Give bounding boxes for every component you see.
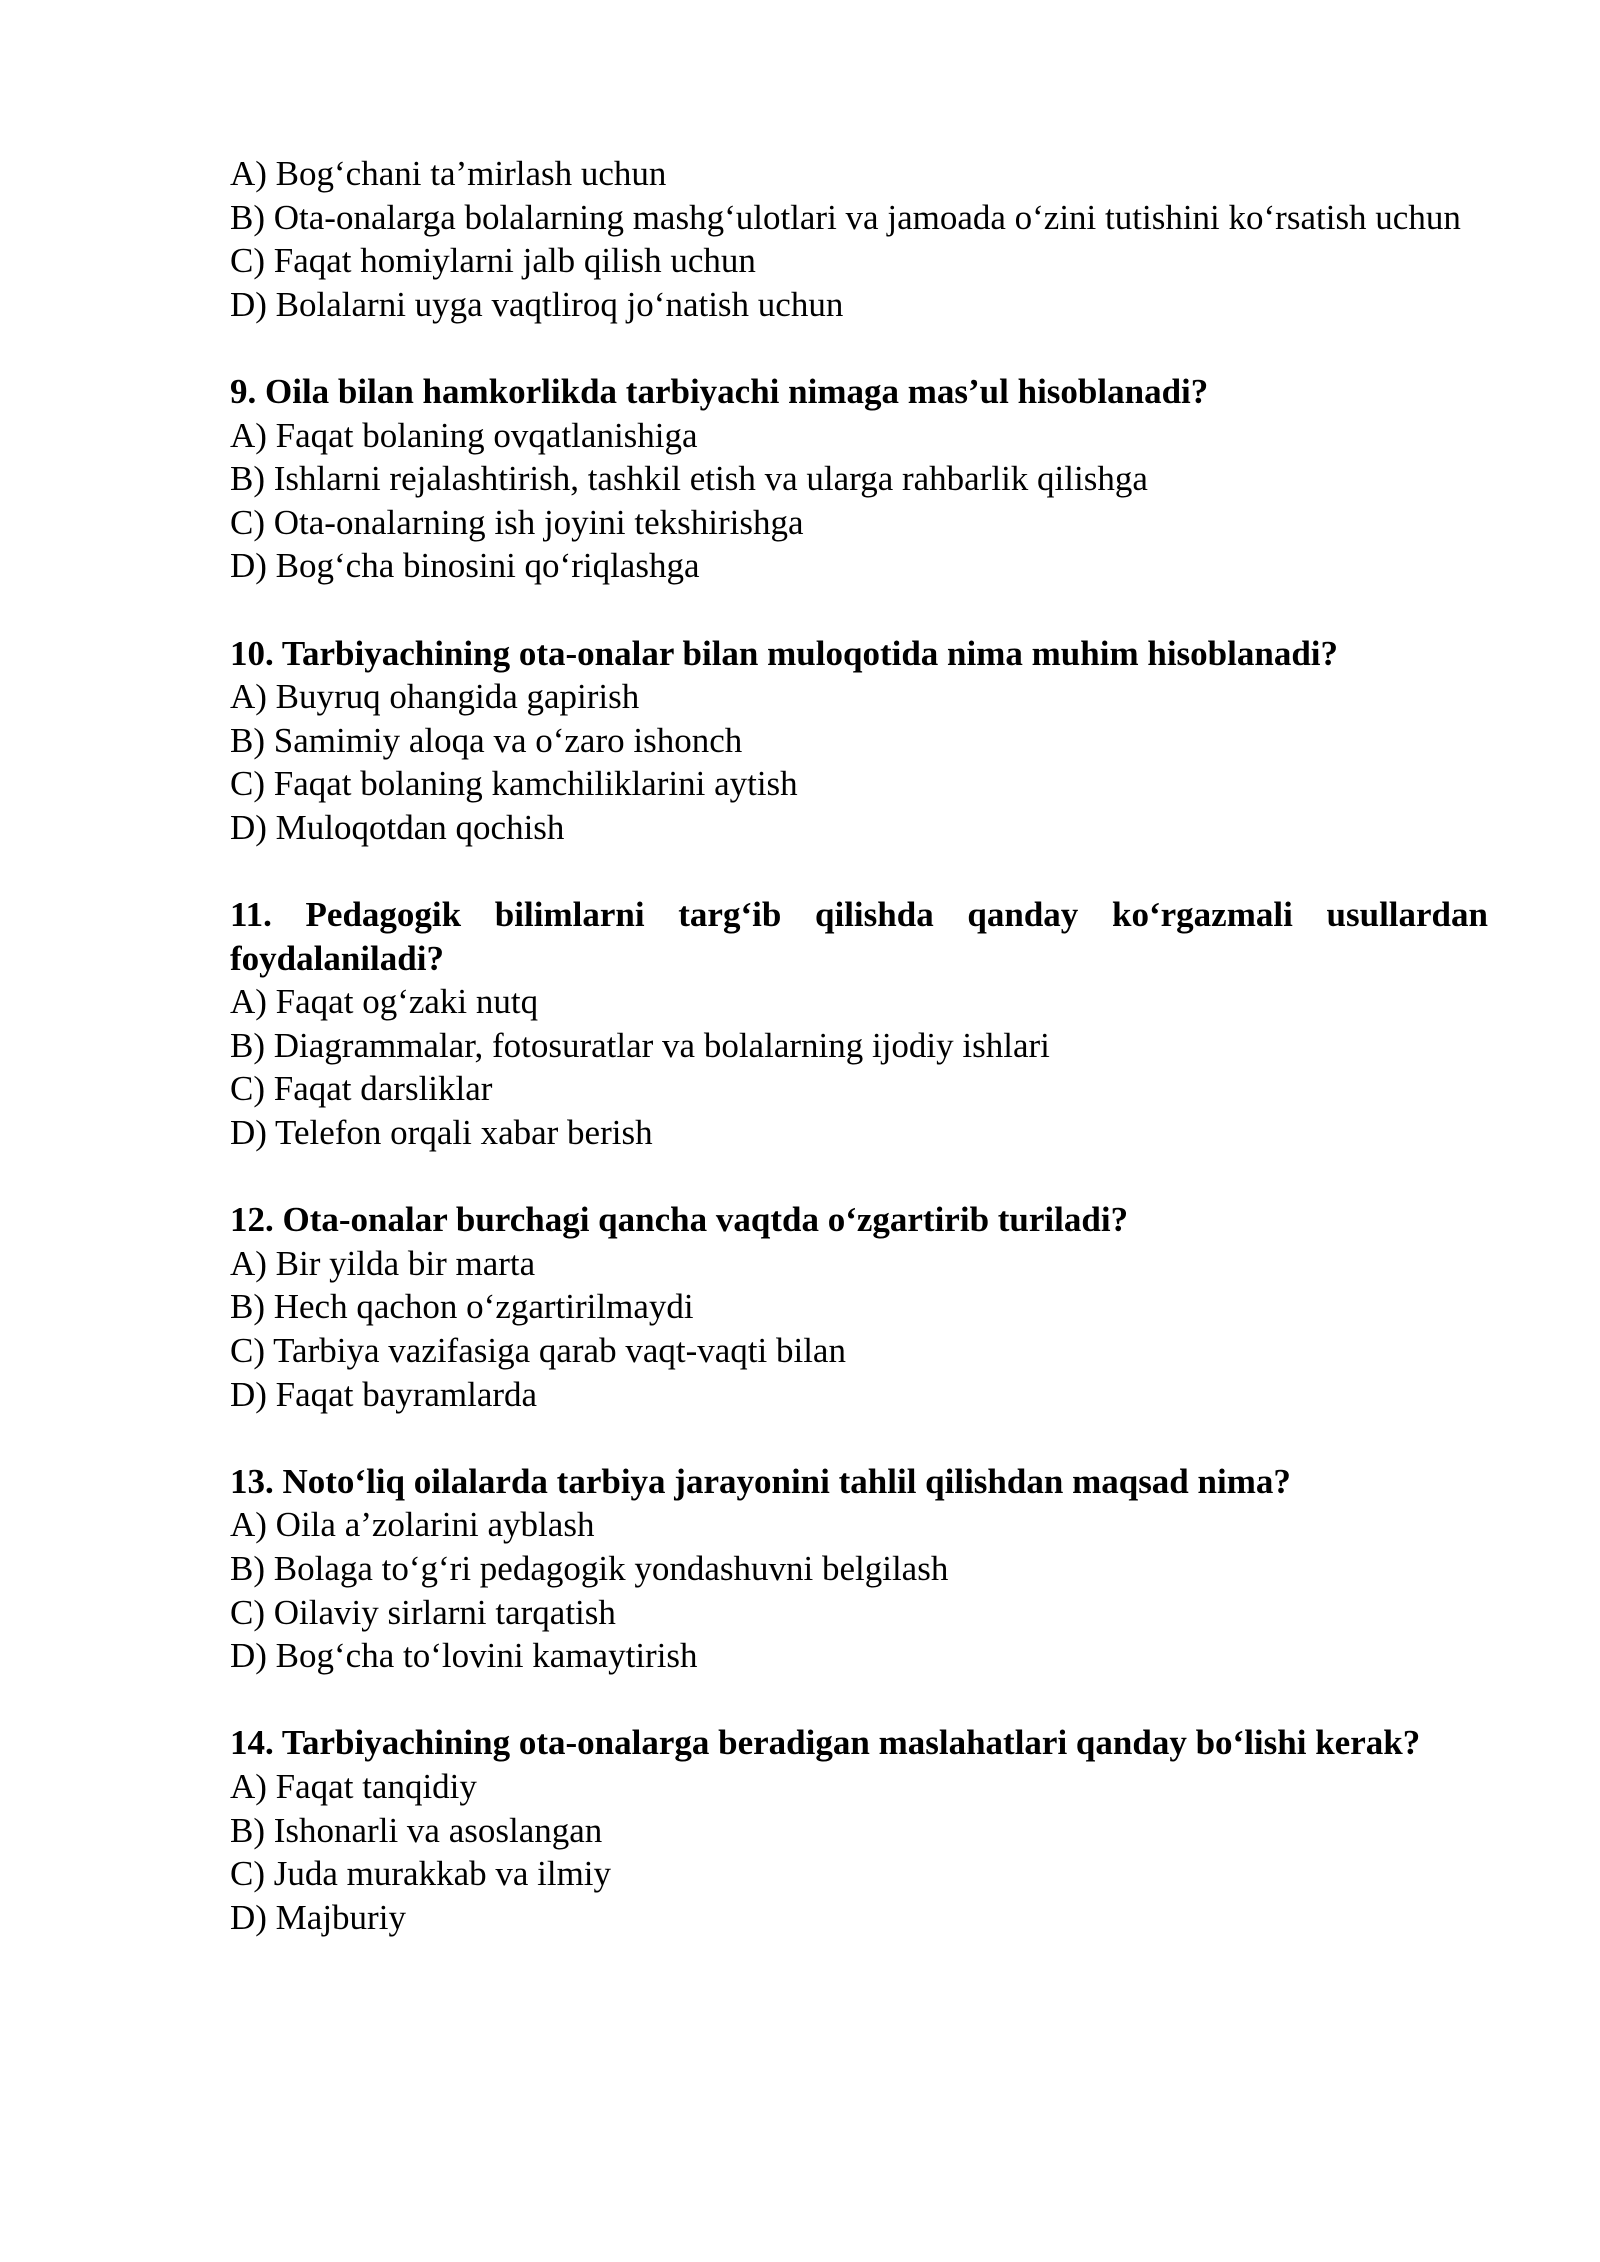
option-a: A) Buyruq ohangida gapirish bbox=[230, 677, 640, 717]
question-10 bbox=[230, 632, 1488, 850]
option-b: B) Ota-onalarga bolalarning mashg‘ulotlari va jamoada o‘zini tutishini ko‘rsatish uchun bbox=[230, 197, 1461, 237]
question-text: 9. Oila bilan hamkorlikda tarbiyachi nimaga mas’ul hisoblanadi? bbox=[230, 371, 1209, 411]
option-b: B) Bolaga to‘g‘ri pedagogik yondashuvni belgilash bbox=[230, 1549, 949, 1588]
question-12 bbox=[230, 1198, 1488, 1416]
option-c: C) Juda murakkab va ilmiy bbox=[230, 1854, 612, 1894]
question-9 bbox=[230, 370, 1488, 588]
option-d: D) Faqat bayramlarda bbox=[230, 1374, 538, 1414]
option-b: B) Samimiy aloqa va o‘zaro ishonch bbox=[230, 720, 743, 760]
question-text: 12. Ota-onalar burchagi qancha vaqtda o‘zgartirib turiladi? bbox=[230, 1200, 1129, 1240]
option-d: D) Bolalarni uyga vaqtliroq jo‘natish uchun bbox=[230, 284, 844, 324]
option-b: B) Diagrammalar, fotosuratlar va bolalarning ijodiy ishlari bbox=[230, 1025, 1050, 1065]
question-13 bbox=[230, 1460, 1488, 1678]
option-c: C) Tarbiya vazifasiga qarab vaqt-vaqti bilan bbox=[230, 1331, 846, 1371]
option-a: A) Faqat og‘zaki nutq bbox=[230, 982, 539, 1022]
option-d: D) Bog‘cha binosini qo‘riqlashga bbox=[230, 546, 700, 586]
document-page bbox=[230, 152, 1488, 1983]
option-b: B) Hech qachon o‘zgartirilmaydi bbox=[230, 1287, 694, 1327]
option-c: C) Ota-onalarning ish joyini tekshirishga bbox=[230, 502, 804, 542]
option-a: A) Faqat tanqidiy bbox=[230, 1766, 477, 1806]
option-d: D) Majburiy bbox=[230, 1897, 406, 1937]
question-11 bbox=[230, 893, 1488, 1155]
question-text: 11. Pedagogik bilimlarni targ‘ib qilishda qanday ko‘rgazmali usullardan foydalaniladi? bbox=[230, 895, 1488, 978]
option-a: A) Faqat bolaning ovqatlanishiga bbox=[230, 415, 698, 455]
option-d: D) Bog‘cha to‘lovini kamaytirish bbox=[230, 1636, 698, 1676]
option-c: C) Faqat bolaning kamchiliklarini aytish bbox=[230, 764, 798, 804]
option-c: C) Faqat homiylarni jalb qilish uchun bbox=[230, 241, 756, 281]
question-text: 14. Tarbiyachining ota-onalarga beradigan maslahatlari qanday bo‘lishi kerak? bbox=[230, 1723, 1421, 1763]
option-d: D) Telefon orqali xabar berish bbox=[230, 1113, 653, 1153]
option-a: A) Bog‘chani ta’mirlash uchun bbox=[230, 154, 667, 193]
option-c: C) Oilaviy sirlarni tarqatish bbox=[230, 1592, 616, 1632]
option-b: B) Ishlarni rejalashtirish, tashkil etish va ularga rahbarlik qilishga bbox=[230, 459, 1148, 499]
question-text: 10. Tarbiyachining ota-onalar bilan muloqotida nima muhim hisoblanadi? bbox=[230, 633, 1339, 673]
question-text: 13. Noto‘liq oilalarda tarbiya jarayonini tahlil qilishdan maqsad nima? bbox=[230, 1461, 1291, 1501]
option-b: B) Ishonarli va asoslangan bbox=[230, 1810, 603, 1850]
option-d: D) Muloqotdan qochish bbox=[230, 807, 565, 847]
option-c: C) Faqat darsliklar bbox=[230, 1069, 493, 1109]
option-a: A) Oila a’zolarini ayblash bbox=[230, 1505, 595, 1545]
question-14 bbox=[230, 1721, 1488, 1939]
option-a: A) Bir yilda bir marta bbox=[230, 1243, 536, 1283]
question-8-continued bbox=[230, 152, 1488, 326]
